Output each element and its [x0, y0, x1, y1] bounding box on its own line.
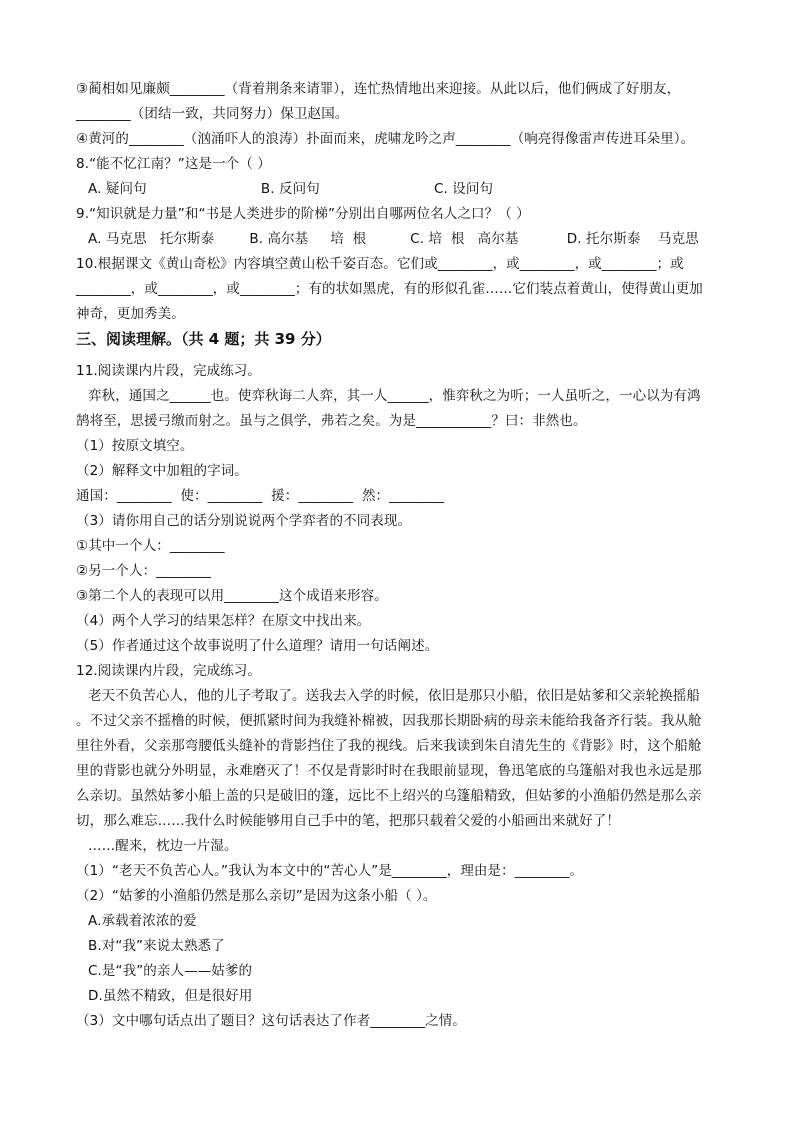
q11-sub-5: （5）作者通过这个故事说明了什么道理？请用一句话阐述。	[76, 638, 439, 654]
q10-line-2: ________，或________，或________；有的状如黑虎，有的形似孔雀……它们装点着黄山，使得黄山更加	[76, 281, 703, 297]
q11-sub-3-item-1: ①其中一个人：________	[76, 538, 225, 554]
q12-passage-line-2: 。不过父亲不摇橹的时候，便抓紧时间为我缝补棉被，因我那长期卧病的母亲未能给我备齐行装。我从舱	[76, 713, 702, 729]
q8-options: A. 疑问句 B. 反问句 C. 设问句	[88, 181, 494, 197]
q9-options: A. 马克思 托尔斯泰 B. 高尔基 培 根 C. 培 根 高尔基 D. 托尔斯泰 马克思	[88, 231, 699, 247]
q12-option-d: D.虽然不精致，但是很好用	[88, 988, 253, 1004]
q9-stem: 9.“知识就是力量”和“书是人类进步的阶梯”分别出自哪两位名人之口？（ ）	[76, 206, 530, 222]
q11-sub-1: （1）按原文填空。	[76, 438, 194, 454]
q11-passage-line-1: 弈秋，通国之______也。使弈秋诲二人弈，其一人______，惟弈秋之为听；一人虽听之，一心以为有鸿	[88, 388, 701, 404]
q12-passage-line-6: 切，那么难忘……我什么时候能够用自己手中的笔，把那只载着父爱的小船画出来就好了！	[76, 813, 620, 829]
q8-stem: 8.“能不忆江南？”这是一个（ ）	[76, 156, 271, 172]
q11-sub-3-item-2: ②另一个人：________	[76, 563, 212, 579]
q11-stem: 11.阅读课内片段，完成练习。	[76, 363, 261, 379]
q10-line-3: 神奇，更加秀美。	[76, 306, 185, 322]
q11-sub-3: （3）请你用自己的话分别说说两个学弈者的不同表现。	[76, 513, 412, 529]
q12-sub-2: （2）“姑爹的小渔船仍然是那么亲切”是因为这条小船（ ）。	[76, 888, 437, 904]
q7-item-3-line-2: ________（团结一致，共同努力）保卫赵国。	[76, 106, 349, 122]
q12-passage-line-5: 么亲切。虽然姑爹小船上盖的只是破旧的篷，远比不上绍兴的乌篷船精致，但姑爹的小渔船仍然是那么亲	[76, 788, 702, 804]
q11-sub-3-item-3: ③第二个人的表现可以用________这个成语来形容。	[76, 588, 388, 604]
q12-option-b: B.对“我”来说太熟悉了	[88, 938, 225, 954]
q12-option-a: A.承载着浓浓的爱	[88, 913, 197, 929]
q12-sub-3: （3）文中哪句话点出了题目？这句话表达了作者________之情。	[76, 1013, 466, 1029]
q12-passage-line-3: 里往外看，父亲那弯腰低头缝补的背影挡住了我的视线。后来我读到朱自清先生的《背影》时，这个船舱	[76, 738, 702, 754]
q12-passage-line-4: 里的背影也就分外明显，永难磨灭了！不仅是背影时时在我眼前显现，鲁迅笔底的乌篷船对我也永远是那	[76, 763, 702, 779]
q10-line-1: 10.根据课文《黄山奇松》内容填空黄山松千姿百态。它们或________，或________，或________；或	[76, 256, 684, 272]
q11-passage-line-2: 鹄将至，思援弓缴而射之。虽与之俱学，弗若之矣。为是___________？曰：非然也。	[76, 413, 587, 429]
q11-sub-2: （2）解释文中加粗的字词。	[76, 463, 248, 479]
q12-sub-1: （1）“老天不负苦心人。”我认为本文中的“苦心人”是________，理由是：________。	[76, 863, 584, 879]
q12-option-c: C.是“我”的亲人——姑爹的	[88, 963, 253, 979]
q12-stem: 12.阅读课内片段，完成练习。	[76, 663, 261, 679]
q7-item-4: ④黄河的________（汹涌吓人的浪涛）扑面而来，虎啸龙吟之声________（响亮得像雷声传进耳朵里）。	[76, 131, 695, 147]
q11-sub-2-blanks: 通国：________ 使：________ 援：________ 然：________	[76, 488, 444, 504]
q7-item-3-line-1: ③蔺相如见廉颇________（背着荆条来请罪），连忙热情地出来迎接。从此以后，他们俩成了好朋友，	[76, 81, 681, 97]
q12-passage-line-1: 老天不负苦心人，他的儿子考取了。送我去入学的时候，依旧是那只小船，依旧是姑爹和父亲轮换摇船	[88, 688, 700, 704]
q12-passage-line-7: ……醒来，枕边一片湿。	[88, 838, 238, 854]
q11-sub-4: （4）两个人学习的结果怎样？在原文中找出来。	[76, 613, 371, 629]
section-heading-reading: 三、阅读理解。（共 4 题；共 39 分）	[76, 330, 331, 348]
